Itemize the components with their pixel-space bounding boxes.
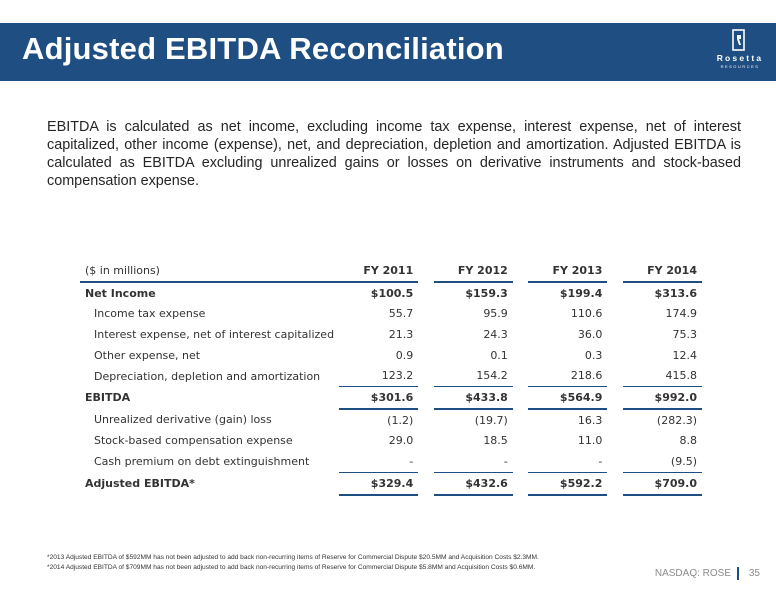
table-row-ebitda [80,387,702,409]
table-row [80,324,702,345]
cell-value: 123.2 [339,365,418,386]
rosetta-logo [710,29,770,75]
cell-value: 8.8 [679,434,697,448]
cell-value: (9.5) [623,451,702,472]
column-header: FY 2013 [528,260,607,282]
cell-value: $301.6 [339,387,418,409]
cell-value: $433.8 [434,387,513,409]
cell-value: $432.6 [434,472,513,494]
row-label: Interest expense, net of interest capitalized [94,327,335,341]
cell-value: - [434,451,513,472]
table-row [80,365,702,386]
cell-value: 0.1 [490,348,508,362]
row-label: Cash premium on debt extinguishment [94,455,310,469]
cell-value: $709.0 [623,472,702,494]
rosetta-logo-icon [731,29,749,51]
table-row [80,409,702,431]
footer-ticker: NASDAQ: ROSE [655,567,739,580]
cell-value: 29.0 [388,434,414,448]
cell-value: 110.6 [570,307,603,321]
ebitda-reconciliation-table [80,260,702,496]
cell-value: 415.8 [623,365,702,386]
title-bar [0,23,776,81]
row-label: Other expense, net [94,348,201,362]
page-number: 35 [748,568,760,579]
cell-value: - [339,451,418,472]
row-label: EBITDA [85,391,131,405]
cell-value: 0.9 [395,348,414,362]
row-label: Stock-based compensation expense [94,434,293,448]
table-row-net-income [80,282,702,304]
cell-value: 218.6 [528,365,607,386]
footnote: *2013 Adjusted EBITDA of $592MM has not been adjusted to add back non-recurring items of Reserve for Commercial Dispute $20.5MM and Acquisition Costs $2.3MM. [47,554,539,561]
slide-title: Adjusted EBITDA Reconciliation [22,31,504,66]
cell-value: 16.3 [577,413,603,427]
cell-value: (19.7) [474,413,508,427]
cell-value: $159.3 [465,286,508,300]
table-units-label: ($ in millions) [80,260,339,282]
cell-value: 75.3 [672,327,697,341]
cell-value: $592.2 [528,472,607,494]
footnotes [47,553,539,572]
cell-value: $199.4 [559,286,603,300]
cell-value: 174.9 [665,307,697,321]
table-row [80,431,702,452]
cell-value: 36.0 [577,327,603,341]
cell-value: 21.3 [388,327,414,341]
cell-value: 95.9 [483,307,508,321]
cell-value: 154.2 [434,365,513,386]
cell-value: (1.2) [387,413,414,427]
row-label: Depreciation, depletion and amortization [94,369,321,383]
cell-value: - [528,451,607,472]
row-label: Adjusted EBITDA* [85,476,195,490]
cell-value: 55.7 [388,307,414,321]
intro-paragraph: EBITDA is calculated as net income, excluding income tax expense, interest expense, net of interest capitalized, other income (expense), net, and depreciation, depletion and amortization. Adjusted EBITDA is calculated as EBITDA excluding unrealized gains or losses on derivative instruments and stock-based compensation expense. [47,119,741,189]
table-row [80,345,702,366]
column-header: FY 2011 [339,260,418,282]
table-row [80,451,702,472]
footnote: *2014 Adjusted EBITDA of $709MM has not been adjusted to add back non-recurring items of Reserve for Commercial Dispute $5.8MM and Acquisition Costs $0.6MM. [47,563,536,571]
cell-value: 18.5 [483,434,508,448]
cell-value: (282.3) [656,413,697,427]
logo-name: Rosetta [716,53,764,63]
cell-value: 11.0 [577,434,603,448]
row-label: Unrealized derivative (gain) loss [94,413,272,427]
cell-value: $329.4 [339,472,418,494]
column-header: FY 2014 [623,260,702,282]
cell-value: $564.9 [528,387,607,409]
cell-value: 12.4 [672,348,697,362]
cell-value: $313.6 [654,286,697,300]
cell-value: $100.5 [370,286,414,300]
table-row-adjusted-ebitda [80,472,702,494]
cell-value: 0.3 [584,348,603,362]
cell-value: $992.0 [623,387,702,409]
row-label: Income tax expense [94,307,206,321]
logo-subtitle: RESOURCES [720,64,760,69]
table-header-row [80,260,702,282]
row-label: Net Income [85,286,156,300]
column-header: FY 2012 [434,260,513,282]
table-row [80,303,702,324]
cell-value: 24.3 [483,327,508,341]
